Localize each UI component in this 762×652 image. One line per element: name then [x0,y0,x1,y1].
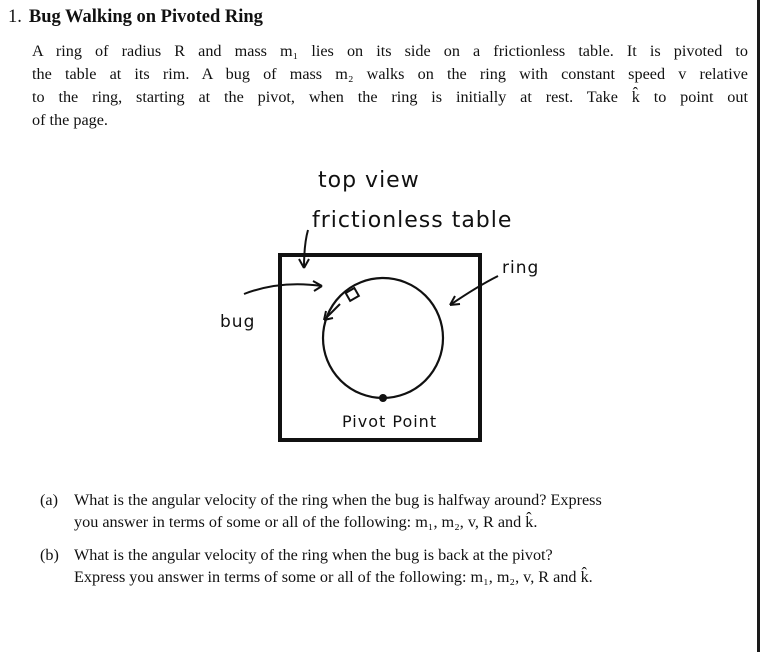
question-b-line-1: What is the angular velocity of the ring when the bug is back at the pivot? [74,546,553,564]
question-b-label: (b) [40,546,59,564]
bug-label: bug [220,312,256,332]
statement-line-1: A ring of radius R and mass m₁ lies on its side on a frictionless table. It is pivoted to [32,42,748,60]
frictionless-table-label: frictionless table [312,208,513,233]
page-right-border [757,0,760,652]
problem-title: Bug Walking on Pivoted Ring [28,7,263,27]
pivot-dot [379,394,387,402]
question-a-line-2: you answer in terms of some or all of the following: m₁, m₂, v, R and k̂. [74,513,538,531]
ring-circle [323,278,443,398]
question-a-label: (a) [40,491,58,509]
problem-heading [8,7,263,28]
problem-statement [32,40,748,132]
question-b [40,544,752,588]
ring-diagram [200,160,560,460]
pivot-point-label: Pivot Point [342,412,438,431]
statement-line-4: of the page. [32,111,108,129]
bug-label-arrow [244,284,322,294]
ring-label-arrow [450,276,498,305]
top-view-label: top view [318,168,420,193]
statement-line-3: to the ring, starting at the pivot, when the ring is initially at rest. Take k̂ to point out [32,88,748,106]
question-list [40,489,752,599]
ring-label: ring [502,258,540,278]
question-b-line-2: Express you answer in terms of some or all of the following: m₁, m₂, v, R and k̂. [74,568,593,586]
question-a [40,489,752,533]
problem-number: 1. [8,7,22,27]
question-a-line-1: What is the angular velocity of the ring when the bug is halfway around? Express [74,491,602,509]
statement-line-2: the table at its rim. A bug of mass m₂ walks on the ring with constant speed v relative [32,65,748,83]
